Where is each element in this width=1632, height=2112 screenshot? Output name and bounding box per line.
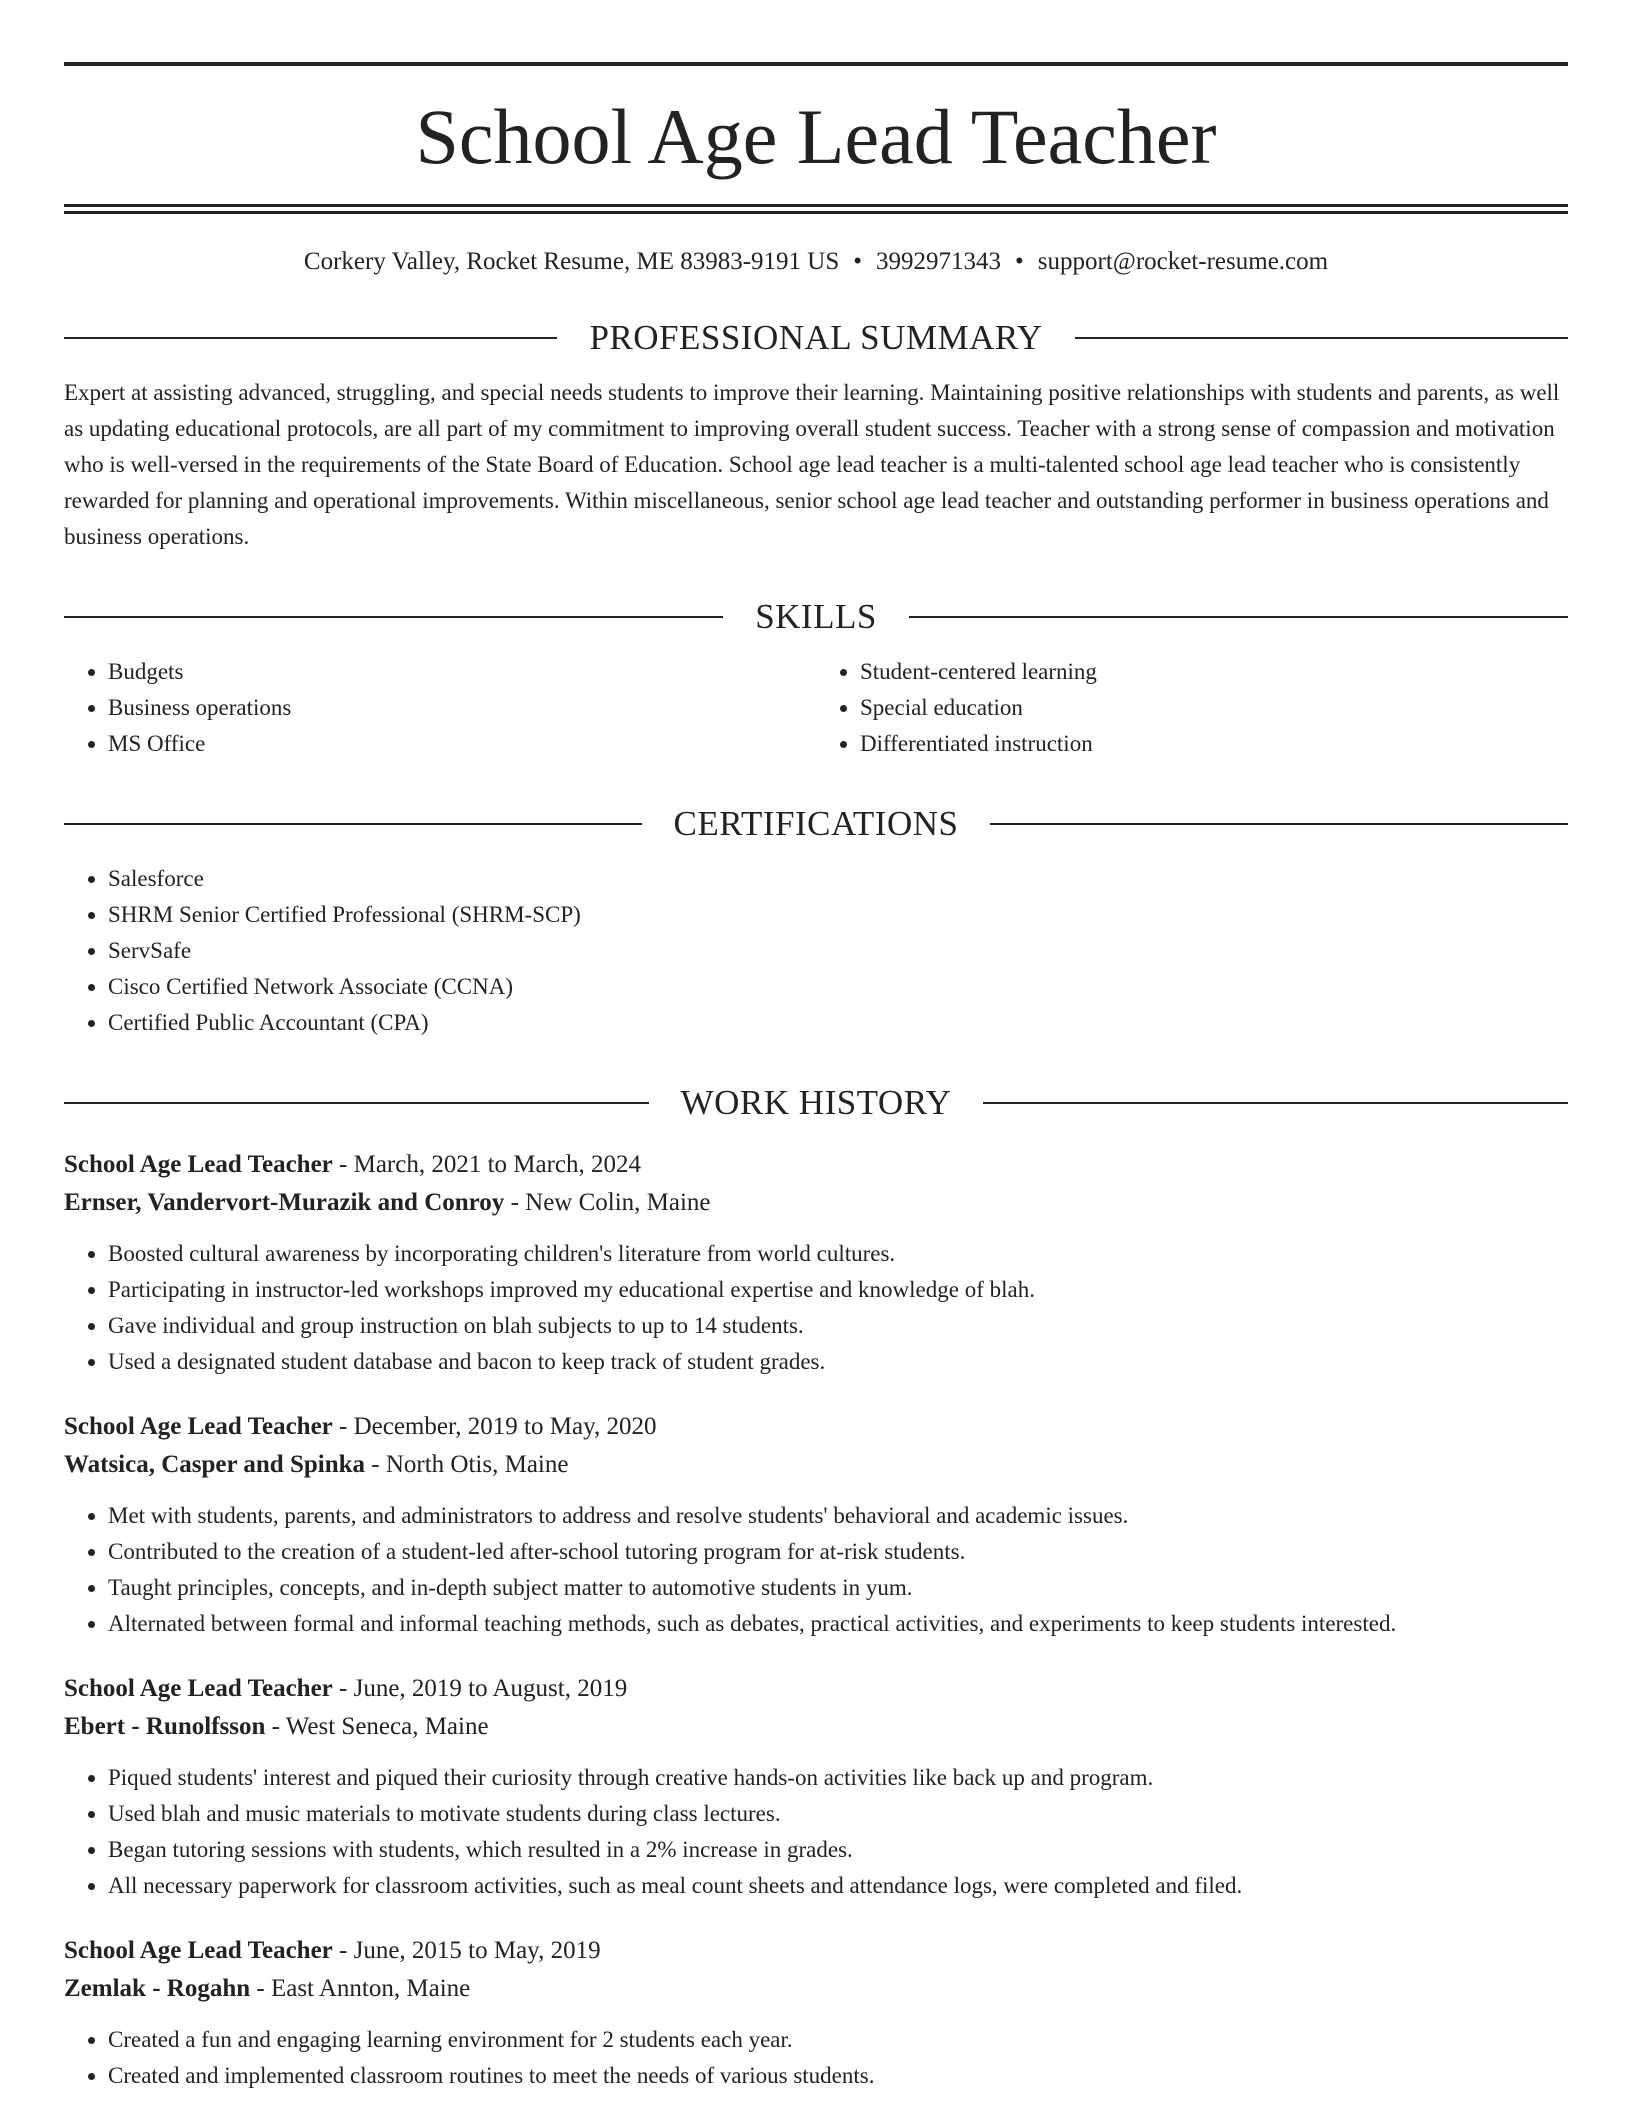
job-bullet: • Boosted cultural awareness by incorporating children's literature from world cultures. bbox=[108, 1236, 1568, 1272]
skills-list bbox=[64, 654, 1568, 762]
section-title: WORK HISTORY bbox=[680, 1083, 952, 1122]
contact-address: Corkery Valley, Rocket Resume, ME 83983-9191 US bbox=[303, 248, 840, 275]
contact-separator: • bbox=[853, 248, 863, 275]
job-bullet: • All necessary paperwork for classroom activities, such as meal count sheets and attendance logs, were completed and filed. bbox=[108, 1868, 1568, 1904]
skills-column-left bbox=[64, 654, 816, 762]
job-company-row bbox=[64, 1184, 1568, 1222]
job-bullets bbox=[64, 1236, 1568, 1380]
certification-item: • Cisco Certified Network Associate (CCNA) bbox=[108, 969, 1568, 1005]
heading-rule bbox=[1075, 337, 1568, 339]
job-dates: - December, 2019 to May, 2020 bbox=[339, 1413, 657, 1440]
job-title-row bbox=[64, 1408, 1568, 1446]
summary-text: Expert at assisting advanced, struggling, and special needs students to improve their learning. Maintaining positive relationships with students and parents, as well as updating educational protocols, are all part of my commitment to improving overall student success. Teacher with a strong sense of compassion and motivation who is well-versed in the requirements of the State Board of Education. School age lead teacher is a multi-talented school age lead teacher who is consistently rewarded for planning and operational improvements. Within miscellaneous, senior school age lead teacher and outstanding performer in business operations and business operations. bbox=[64, 380, 1560, 549]
skill-item: • Differentiated instruction bbox=[860, 726, 1568, 762]
certification-item: • SHRM Senior Certified Professional (SHRM-SCP) bbox=[108, 897, 1568, 933]
job-dates: - June, 2015 to May, 2019 bbox=[339, 1937, 601, 1964]
job-title: School Age Lead Teacher bbox=[64, 1937, 333, 1964]
heading-rule bbox=[909, 616, 1568, 618]
certification-item: • Certified Public Accountant (CPA) bbox=[108, 1005, 1568, 1041]
job-bullet: • Piqued students' interest and piqued their curiosity through creative hands-on activities like back up and program. bbox=[108, 1760, 1568, 1796]
heading-rule bbox=[983, 1102, 1568, 1104]
skill-item: • Special education bbox=[860, 690, 1568, 726]
job-company: Ebert - Runolfsson bbox=[64, 1713, 266, 1740]
job-bullet: • Created and implemented classroom routines to meet the needs of various students. bbox=[108, 2058, 1568, 2094]
job-entry bbox=[64, 1408, 1568, 1642]
job-dates: - June, 2019 to August, 2019 bbox=[339, 1675, 628, 1702]
job-bullet: • Used blah and music materials to motivate students during class lectures. bbox=[108, 1796, 1568, 1832]
job-title-row bbox=[64, 1670, 1568, 1708]
section-title: SKILLS bbox=[755, 597, 877, 636]
resume-name: School Age Lead Teacher bbox=[415, 93, 1217, 180]
job-dates: - March, 2021 to March, 2024 bbox=[339, 1151, 642, 1178]
heading-rule bbox=[990, 823, 1568, 825]
section-heading-skills bbox=[64, 599, 1568, 634]
skill-item: • Student-centered learning bbox=[860, 654, 1568, 690]
job-company-row bbox=[64, 1446, 1568, 1484]
job-bullet: • Taught principles, concepts, and in-depth subject matter to automotive students in yum. bbox=[108, 1570, 1568, 1606]
job-bullets bbox=[64, 1760, 1568, 1904]
job-bullet: • Gave individual and group instruction on blah subjects to up to 14 students. bbox=[108, 1308, 1568, 1344]
job-bullets bbox=[64, 2022, 1568, 2094]
job-bullet: • Created a fun and engaging learning environment for 2 students each year. bbox=[108, 2022, 1568, 2058]
heading-rule bbox=[64, 616, 723, 618]
job-location: - New Colin, Maine bbox=[510, 1189, 711, 1216]
heading-rule bbox=[64, 1102, 649, 1104]
job-entry bbox=[64, 1670, 1568, 1904]
job-title-row bbox=[64, 1932, 1568, 1970]
job-location: - West Seneca, Maine bbox=[271, 1713, 489, 1740]
section-title: PROFESSIONAL SUMMARY bbox=[589, 318, 1043, 357]
contact-separator: • bbox=[1015, 248, 1024, 275]
job-title: School Age Lead Teacher bbox=[64, 1413, 333, 1440]
skill-item: • Business operations bbox=[108, 690, 816, 726]
job-company-row bbox=[64, 1708, 1568, 1746]
section-heading-work-history bbox=[64, 1085, 1568, 1120]
job-entry bbox=[64, 1932, 1568, 2094]
double-rule bbox=[64, 204, 1568, 214]
job-company: Ernser, Vandervort-Murazik and Conroy bbox=[64, 1189, 505, 1216]
certification-item: • ServSafe bbox=[108, 933, 1568, 969]
certification-item: • Salesforce bbox=[108, 861, 1568, 897]
job-bullets bbox=[64, 1498, 1568, 1642]
contact-phone: 3992971343 bbox=[876, 248, 1002, 275]
skill-item: • MS Office bbox=[108, 726, 816, 762]
job-company-row bbox=[64, 1970, 1568, 2008]
job-bullet: • Met with students, parents, and administrators to address and resolve students' behavioral and academic issues. bbox=[108, 1498, 1568, 1534]
contact-line bbox=[64, 248, 1568, 276]
job-company: Watsica, Casper and Spinka bbox=[64, 1451, 366, 1478]
section-title: CERTIFICATIONS bbox=[673, 804, 959, 843]
skills-column-right bbox=[816, 654, 1568, 762]
section-heading-certifications bbox=[64, 806, 1568, 841]
job-title-row bbox=[64, 1146, 1568, 1184]
job-entry bbox=[64, 1146, 1568, 1380]
job-title: School Age Lead Teacher bbox=[64, 1151, 333, 1178]
job-bullet: • Alternated between formal and informal teaching methods, such as debates, practical activities, and experiments to keep students interested. bbox=[108, 1606, 1568, 1642]
job-bullet: • Participating in instructor-led workshops improved my educational expertise and knowledge of blah. bbox=[108, 1272, 1568, 1308]
skill-item: • Budgets bbox=[108, 654, 816, 690]
certifications-list bbox=[64, 861, 1568, 1041]
job-location: - East Annton, Maine bbox=[256, 1975, 471, 2002]
section-heading-summary bbox=[64, 320, 1568, 355]
heading-rule bbox=[64, 823, 642, 825]
job-bullet: • Contributed to the creation of a student-led after-school tutoring program for at-risk students. bbox=[108, 1534, 1568, 1570]
contact-email[interactable]: support@rocket-resume.com bbox=[1037, 248, 1329, 275]
heading-rule bbox=[64, 337, 557, 339]
job-bullet: • Used a designated student database and bacon to keep track of student grades. bbox=[108, 1344, 1568, 1380]
job-bullet: • Began tutoring sessions with students, which resulted in a 2% increase in grades. bbox=[108, 1832, 1568, 1868]
job-location: - North Otis, Maine bbox=[371, 1451, 569, 1478]
job-title: School Age Lead Teacher bbox=[64, 1675, 333, 1702]
job-company: Zemlak - Rogahn bbox=[64, 1975, 251, 2002]
